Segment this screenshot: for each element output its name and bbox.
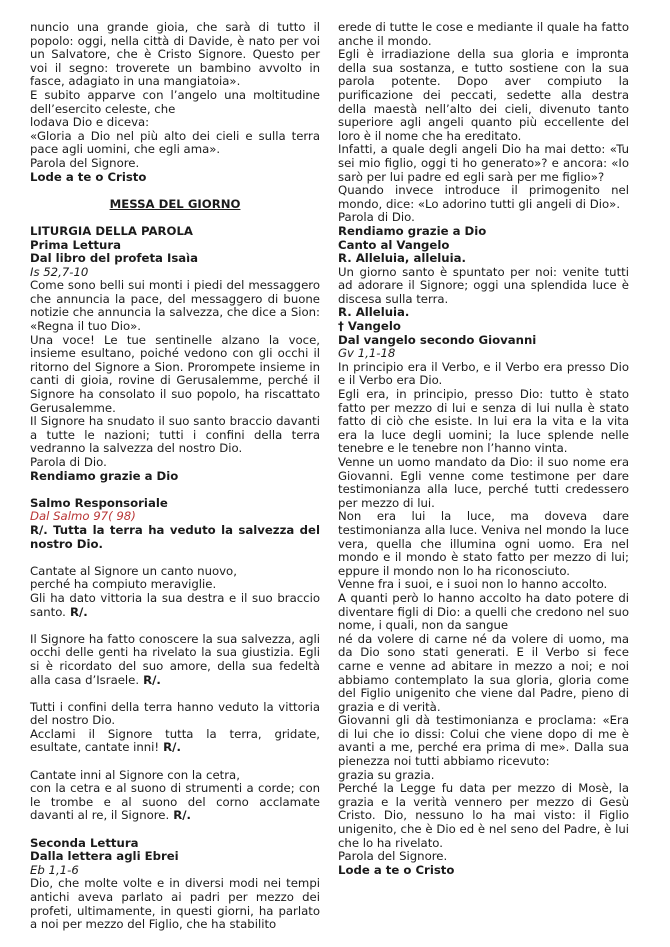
spacer [30, 687, 320, 701]
text-line: perché ha compiuto meraviglie. [30, 577, 217, 592]
subheading-line: Dal vangelo secondo Giovanni [338, 332, 537, 347]
paragraph: Venne fra i suoi, e i suoi non lo hanno accolto. [338, 577, 608, 592]
spacer [30, 551, 320, 565]
text-line: Cantate al Signore un canto nuovo, [30, 563, 237, 578]
text-line: Parola di Dio. [338, 210, 415, 225]
paragraph: Infatti, a quale degli angeli Dio ha mai detto: «Tu sei mio figlio, oggi ti ho generato»? e ancora: «Io sarò per lui padre ed egli sarà per me figlio»? [338, 142, 629, 184]
paragraph: Quando invece introduce il primogenito nel mondo, dice: «Lo adorino tutti gli angeli di Dio». [338, 183, 629, 211]
paragraph: A quanti però lo hanno accolto ha dato potere di diventare figli di Dio: a quelli che credono nel suo nome, i quali, non da sangue [338, 590, 629, 633]
subheading-line: Prima Lettura [30, 237, 121, 252]
paragraph: Un giorno santo è spuntato per noi: venite tutti ad adorare il Signore; oggi una splendida luce è discesa sulla terra. [338, 264, 629, 306]
paragraph: Il Signore ha snudato il suo santo braccio davanti a tutte le nazioni; tutti i confini della terra vedranno la salvezza del nostro Dio. [30, 414, 320, 456]
psalm-reference: Dal Salmo 97( 98) [30, 509, 136, 524]
paragraph: erede di tutte le cose e mediante il quale ha fatto anche il mondo. [338, 20, 629, 48]
scripture-reference: Gv 1,1-18 [338, 346, 396, 361]
paragraph: Giovanni gli dà testimonianza e proclama: «Era di lui che io dissi: Colui che viene dopo di me è avanti a me, perché era prima di me». Dalla sua pienezza noi tutti abbiamo ricevuto: [338, 713, 629, 769]
subheading-line: Lode a te o Cristo [338, 862, 455, 877]
scripture-reference: Is 52,7-10 [30, 264, 89, 279]
subheading-line: Rendiamo grazie a Dio [30, 468, 179, 483]
paragraph: Il Signore ha fatto conoscere la sua salvezza, agli occhi delle genti ha rivelato la sua giustizia. Egli si è ricordato del suo amore, della sua fedeltà alla casa d’Israele. R/. [30, 631, 320, 687]
spacer [30, 211, 320, 225]
paragraph: Come sono belli sui monti i piedi del messaggero che annuncia la pace, del messaggero di buone notizie che annuncia la salvezza, che dice a Sion: «Regna il tuo Dio». [30, 278, 320, 334]
subheading-line: Seconda Lettura [30, 835, 139, 850]
paragraph: Una voce! Le tue sentinelle alzano la voce, insieme esultano, poiché vedono con gli occhi il ritorno del Signore a Sion. Prorompete insieme in canti di gioia, rovine di Gerusalemme, perché il Signore ha consolato il suo popolo, ha riscattato Gerusalemme. [30, 332, 320, 415]
subheading-line: † Vangelo [338, 319, 401, 334]
scripture-reference: Eb 1,1-6 [30, 862, 79, 877]
response-marker: R/. [159, 740, 181, 755]
paragraph: In principio era il Verbo, e il Verbo era presso Dio e il Verbo era Dio. [338, 359, 629, 388]
spacer [30, 755, 320, 769]
text-line: Parola del Signore. [30, 155, 140, 170]
subheading-line: Salmo Responsoriale [30, 495, 168, 510]
response-marker: R/. [139, 672, 161, 687]
text-line: lodava Dio e diceva: [30, 115, 150, 130]
response-line: R/. Tutta la terra ha veduto la salvezza del nostro Dio. [30, 522, 320, 551]
spacer [30, 184, 320, 198]
subheading-line: Dal libro del profeta Isaìa [30, 251, 199, 266]
paragraph: Acclami il Signore tutta la terra, gridate, esultate, cantate inni! R/. [30, 726, 320, 755]
subheading-line: R. Alleluia. [338, 305, 410, 320]
text-line: grazia su grazia. [338, 767, 435, 782]
paragraph: con la cetra e al suono di strumenti a corde; con le trombe e al suono del corno acclamate davanti al re, il Signore. R/. [30, 781, 320, 823]
paragraph: Non era lui la luce, ma doveva dare testimonianza alla luce. Veniva nel mondo la luce vera, quella che illumina ogni uomo. Era nel mondo e il mondo è stato fatto per mezzo di lui; eppure il mondo non lo ha riconosciuto. [338, 509, 629, 578]
spacer [30, 483, 320, 497]
subheading-line: Canto al Vangelo [338, 237, 450, 252]
paragraph: Perché la Legge fu data per mezzo di Mosè, la grazia e la verità vennero per mezzo di Gesù Cristo. Dio, nessuno lo ha mai visto: il Figlio unigenito, che è Dio ed è nel seno del Padre, è lui che lo ha rivelato. [338, 781, 629, 850]
section-title: MESSA DEL GIORNO [109, 196, 241, 211]
subheading-line: Dalla lettera agli Ebrei [30, 849, 179, 864]
paragraph: «Gloria a Dio nel più alto dei cieli e sulla terra pace agli uomini, che egli ama». [30, 128, 320, 157]
text-line: Parola di Dio. [30, 455, 107, 469]
subheading-line: R. Alleluia, alleluia. [338, 251, 466, 266]
paragraph: Dio, che molte volte e in diversi modi nei tempi antichi aveva parlato ai padri per mezzo dei profeti, ultimamente, in questi giorni, ha parlato a noi per mezzo del Figlio, che ha stabilito [30, 876, 320, 932]
text-line: Parola del Signore. [338, 849, 448, 864]
response-marker: R/. [65, 604, 88, 619]
paragraph: né da volere di carne né da volere di uomo, ma da Dio sono stati generati. E il Verbo si fece carne e venne ad abitare in mezzo a noi; e noi abbiamo contemplato la sua gloria, gloria come del Figlio unigenito che viene dal Padre, pieno di grazia e di verità. [338, 631, 629, 714]
paragraph: Egli è irradiazione della sua gloria e impronta della sua sostanza, e tutto sostiene con la sua parola potente. Dopo aver compiuto la purificazione dei peccati, sedette alla destra della maestà nell’alto dei cieli, divenuto tanto superiore agli angeli quanto più eccellente del loro è il nome che ha ereditato. [338, 47, 629, 143]
paragraph: Venne un uomo mandato da Dio: il suo nome era Giovanni. Egli venne come testimone per dare testimonianza alla luce, perché tutti credessero per mezzo di lui. [338, 455, 629, 510]
paragraph: E subito apparve con l’angelo una moltitudine dell’esercito celeste, che [30, 87, 320, 116]
paragraph: Tutti i confini della terra hanno veduto la vittoria del nostro Dio. [30, 699, 320, 728]
text-line: Cantate inni al Signore con la cetra, [30, 767, 240, 782]
response-marker: R/. [169, 808, 191, 823]
subheading-line: Rendiamo grazie a Dio [338, 223, 487, 238]
text-column-left [30, 21, 320, 932]
subheading-line: Lode a te o Cristo [30, 169, 147, 184]
paragraph: Egli era, in principio, presso Dio: tutto è stato fatto per mezzo di lui e senza di lui nulla è stato fatto di ciò che esiste. In lui era la vita e la vita era la luce degli uomini; la luce splende nelle tenebre e le tenebre non l’hanno vinta. [338, 387, 629, 456]
paragraph: nuncio una grande gioia, che sarà di tutto il popolo: oggi, nella città di Davide, è nato per voi un Salvatore, che è Cristo Signore. Questo per voi il segno: troverete un bambino avvolto in fasce, adagiato in una mangiatoia». [30, 20, 320, 89]
spacer [30, 823, 320, 837]
spacer [30, 619, 320, 633]
subheading-line: LITURGIA DELLA PAROLA [30, 223, 193, 238]
paragraph: Gli ha dato vittoria la sua destra e il suo braccio santo. R/. [30, 590, 320, 619]
text-column-right [338, 21, 629, 877]
